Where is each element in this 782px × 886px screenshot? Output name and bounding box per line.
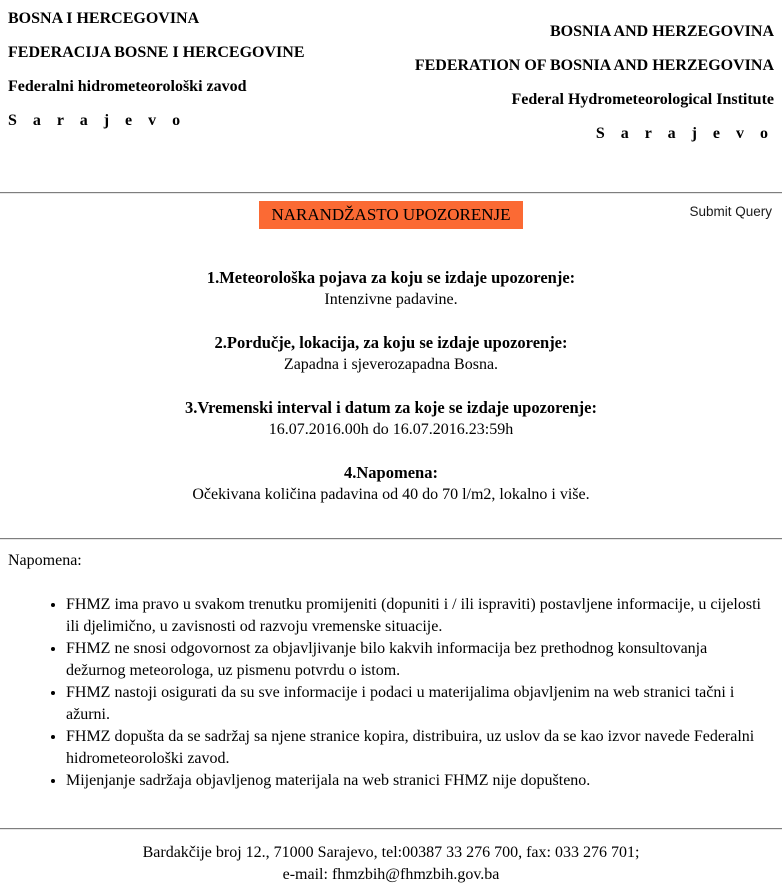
federation-name-bs: FEDERACIJA BOSNE I HERCEGOVINE (8, 44, 305, 61)
alert-row (0, 201, 782, 231)
list-item: • FHMZ nastoji osigurati da su sve informacije i podaci u materijalima objavljenim na web stranici tačni i ažurni. (66, 682, 774, 726)
list-item: • FHMZ ima pravo u svakom trenutku promijeniti (dopuniti i / ili ispraviti) postavljene informacije, u cijelosti ili djelimično, u zavisnosti od razvoju vremenske situacije. (66, 594, 774, 638)
submit-query-button[interactable]: Submit Query (689, 204, 772, 219)
list-item: • FHMZ ne snosi odgovornost za objavljivanje bilo kakvih informacija bez prethodnog konsultovanja dežurnog meteorologa, uz pismenu potvrdu o istom. (66, 638, 774, 682)
section-remark (0, 463, 782, 504)
disclaimer-notes (0, 552, 782, 792)
notes-list (8, 594, 774, 792)
header-english (415, 10, 774, 159)
section-title: 1.Meteorološka pojava za koju se izdaje upozorenje: (206, 268, 576, 287)
institute-name-bs: Federalni hidrometeorološki zavod (8, 78, 247, 95)
section-interval (0, 398, 782, 439)
section-area (0, 333, 782, 374)
city-name-bs: S a r a j e v o (8, 112, 187, 129)
footer-email-line: e-mail: fhmzbih@fhmzbih.gov.ba (282, 866, 500, 883)
contact-footer (0, 842, 782, 886)
section-title: 4.Napomena: (344, 463, 438, 482)
country-name-en: BOSNIA AND HERZEGOVINA (549, 23, 774, 40)
institute-header (0, 0, 782, 159)
federation-name-en: FEDERATION OF BOSNIA AND HERZEGOVINA (414, 57, 774, 74)
notes-divider (0, 538, 782, 540)
list-item: • FHMZ dopušta da se sadržaj sa njene stranice kopira, distribuira, uz uslov da se kao izvor navede Federalni hidrometeorološki zavod. (66, 726, 774, 770)
institute-name-en: Federal Hydrometeorological Institute (511, 91, 774, 108)
footer-address-line: Bardakčije broj 12., 71000 Sarajevo, tel:00387 33 276 700, fax: 033 276 701; (142, 844, 640, 861)
notes-label: Napomena: (8, 552, 82, 569)
header-divider (0, 192, 782, 194)
header-bosnian (8, 10, 305, 159)
section-title: 3.Vremenski interval i datum za koje se izdaje upozorenje: (185, 398, 597, 417)
city-name-en: S a r a j e v o (595, 125, 774, 142)
section-body: Intenzivne padavine. (324, 291, 458, 308)
section-title: 2.Pordučje, lokacija, za koju se izdaje upozorenje: (214, 333, 568, 352)
country-name-bs: BOSNA I HERCEGOVINA (8, 10, 200, 27)
section-body: Zapadna i sjeverozapadna Bosna. (283, 356, 499, 373)
section-phenomenon (0, 268, 782, 309)
section-body: 16.07.2016.00h do 16.07.2016.23:59h (268, 421, 514, 438)
footer-divider (0, 828, 782, 830)
section-body: Očekivana količina padavina od 40 do 70 l/m2, lokalno i više. (192, 486, 590, 503)
warning-details (0, 268, 782, 504)
orange-warning-banner: NARANDŽASTO UPOZORENJE (259, 201, 522, 229)
list-item: • Mijenjanje sadržaja objavljenog materijala na web stranici FHMZ nije dopušteno. (66, 770, 774, 792)
